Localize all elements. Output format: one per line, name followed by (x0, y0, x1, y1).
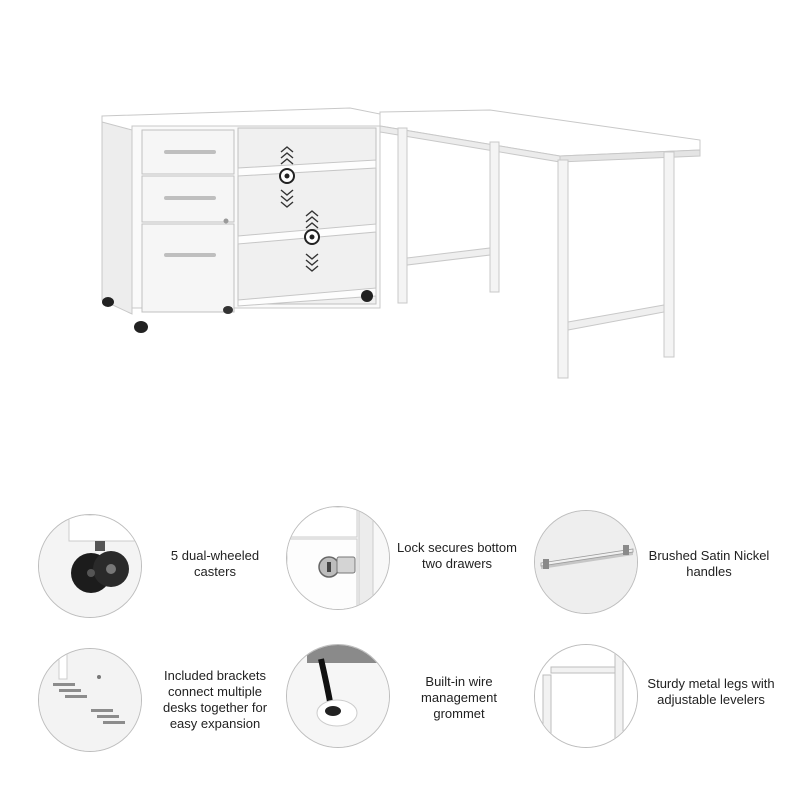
caster-wheel-icon (38, 514, 142, 618)
feature-caption: Lock secures bottom two drawers (397, 540, 517, 571)
feature-caption: Built-in wire management grommet (421, 674, 497, 721)
feature-caption: 5 dual-wheeled casters (170, 548, 260, 579)
metal-leg-icon (534, 644, 638, 748)
desk-bracket-icon (38, 648, 142, 752)
feature-caption: Sturdy metal legs with adjustable levelers (647, 676, 775, 707)
drawer-handle-icon (534, 510, 638, 614)
feature-caption: Included brackets connect multiple desks together for easy expansion (162, 668, 268, 731)
wire-grommet-icon (286, 644, 390, 748)
drawer-lock-icon (286, 506, 390, 610)
feature-caption: Brushed Satin Nickel handles (648, 548, 770, 579)
